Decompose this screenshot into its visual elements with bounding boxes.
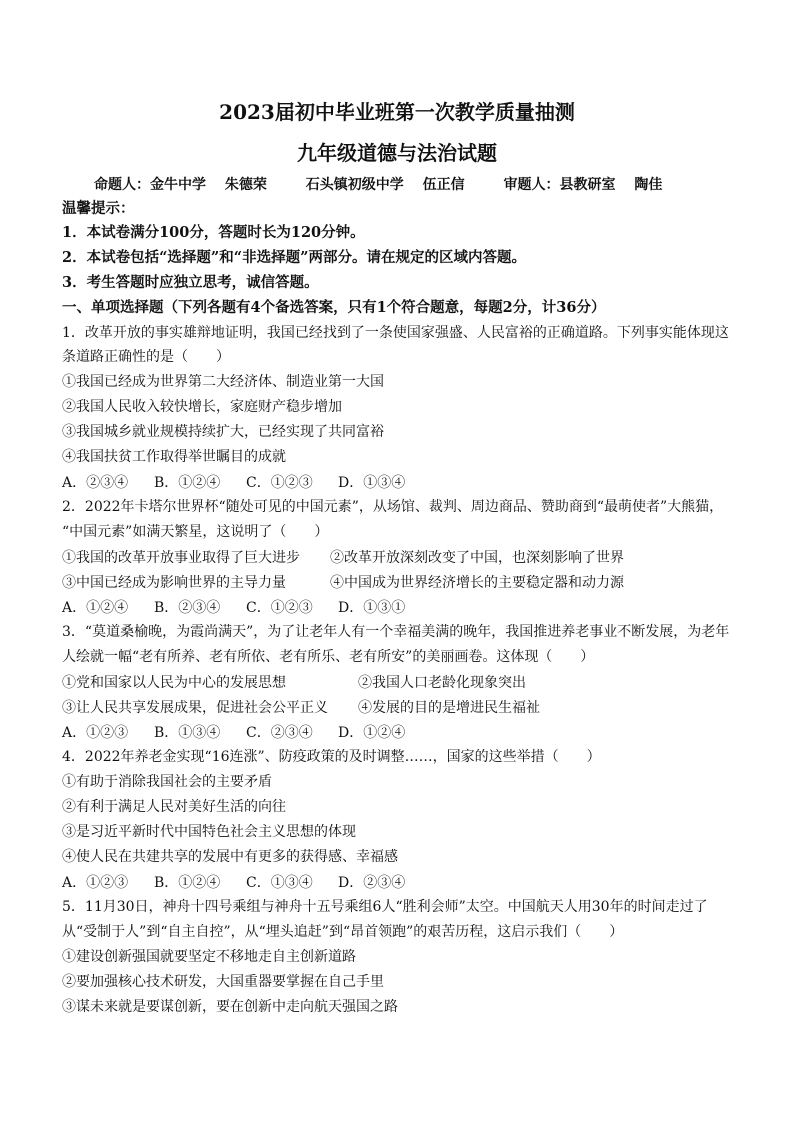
q3-option-c: C．②③④ bbox=[246, 725, 313, 741]
q4-item-1: ①有助于消除我国社会的主要矛盾 bbox=[62, 774, 272, 790]
q3-stem-line2: 人绘就一幅“老有所养、老有所依、老有所乐、老有所安”的美丽画卷。这体现（ ） bbox=[62, 649, 595, 665]
q4-option-a: A．①②③ bbox=[62, 875, 129, 891]
q2-stem-line1: 2．2022年卡塔尔世界杯“随处可见的中国元素”，从场馆、裁判、周边商品、赞助商到“最萌使者”大熊猫， bbox=[62, 499, 724, 515]
q5-item-1: ①建设创新强国就要坚定不移地走自主创新道路 bbox=[62, 949, 356, 965]
q1-item-4: ④我国扶贫工作取得举世瞩目的成就 bbox=[62, 449, 286, 465]
q1-option-d: D．①③④ bbox=[338, 475, 406, 491]
q4-option-b: B．①②④ bbox=[154, 875, 221, 891]
notice-item-1: 1．本试卷满分100分，答题时长为120分钟。 bbox=[62, 224, 365, 241]
reviewer-label: 审题人：县教研室 bbox=[503, 177, 616, 193]
author-name-2: 伍正信 bbox=[422, 177, 465, 193]
exam-subtitle: 九年级道德与法治试题 bbox=[297, 141, 497, 165]
q2-item-4: ④中国成为世界经济增长的主要稳定器和动力源 bbox=[330, 575, 624, 591]
q2-item-2: ②改革开放深刻改变了中国，也深刻影响了世界 bbox=[330, 550, 624, 566]
q1-stem-line1: 1．改革开放的事实雄辩地证明，我国已经找到了一条使国家强盛、人民富裕的正确道路。下列事实能体现这 bbox=[62, 325, 729, 341]
q4-stem-line1: 4．2022年养老金实现“16连涨”、防疫政策的及时调整……，国家的这些举措（ ） bbox=[62, 749, 601, 765]
notice-item-3: 3．考生答题时应独立思考，诚信答题。 bbox=[62, 274, 319, 291]
q4-item-3: ③是习近平新时代中国特色社会主义思想的体现 bbox=[62, 824, 356, 840]
author-label-2: 石头镇初级中学 bbox=[305, 177, 404, 193]
q3-item-1: ①党和国家以人民为中心的发展思想 bbox=[62, 675, 286, 691]
q2-option-a: A．①②④ bbox=[62, 600, 129, 616]
q2-option-c: C．①②③ bbox=[246, 600, 313, 616]
q2-item-1: ①我国的改革开放事业取得了巨大进步 bbox=[62, 550, 300, 566]
q3-option-b: B．①③④ bbox=[154, 725, 221, 741]
q1-option-b: B．①②④ bbox=[154, 475, 221, 491]
q1-option-a: A．②③④ bbox=[62, 475, 129, 491]
q4-option-c: C．①③④ bbox=[246, 875, 313, 891]
q3-option-d: D．①②④ bbox=[338, 725, 406, 741]
exam-title: 2023届初中毕业班第一次教学质量抽测 bbox=[219, 100, 575, 124]
notice-heading: 温馨提示： bbox=[62, 200, 135, 217]
q2-stem-line2: “中国元素”如满天繁星，这说明了（ ） bbox=[62, 524, 329, 540]
section-heading: 一、单项选择题（下列各题有4个备选答案，只有1个符合题意，每题2分，计36分） bbox=[62, 299, 606, 316]
q1-item-2: ②我国人民收入较快增长，家庭财产稳步增加 bbox=[62, 399, 342, 415]
author-label-1: 命题人：金牛中学 bbox=[94, 177, 206, 193]
q3-item-2: ②我国人口老龄化现象突出 bbox=[358, 675, 526, 691]
notice-item-2: 2．本试卷包括“选择题”和“非选择题”两部分。请在规定的区域内答题。 bbox=[62, 249, 526, 266]
q3-item-4: ④发展的目的是增进民生福祉 bbox=[358, 700, 540, 716]
q2-option-b: B．②③④ bbox=[154, 600, 221, 616]
q2-option-d: D．①③① bbox=[338, 600, 406, 616]
q1-item-1: ①我国已经成为世界第二大经济体、制造业第一大国 bbox=[62, 374, 384, 390]
q4-item-2: ②有利于满足人民对美好生活的向往 bbox=[62, 799, 286, 815]
author-name-1: 朱德荣 bbox=[224, 177, 267, 193]
q5-stem-line2: 从“受制于人”到“自主自控”，从“埋头追赶”到“昂首领跑”的艰苦历程，这启示我们（ ） bbox=[62, 924, 624, 940]
q1-item-3: ③我国城乡就业规模持续扩大，已经实现了共同富裕 bbox=[62, 424, 384, 440]
q2-item-3: ③中国已经成为影响世界的主导力量 bbox=[62, 575, 286, 591]
q3-option-a: A．①②③ bbox=[62, 725, 129, 741]
q3-stem-line1: 3．“莫道桑榆晚，为霞尚满天”，为了让老年人有一个幸福美满的晚年，我国推进养老事业不断发展，为老年 bbox=[62, 624, 730, 640]
q5-item-3: ③谋未来就是要谋创新，要在创新中走向航天强国之路 bbox=[62, 999, 398, 1015]
q1-stem-line2: 条道路正确性的是（ ） bbox=[62, 349, 230, 365]
q5-stem-line1: 5．11月30日，神舟十四号乘组与神舟十五号乘组6人“胜利会师”太空。中国航天人用30年的时间走过了 bbox=[62, 899, 708, 915]
reviewer-name: 陶佳 bbox=[634, 177, 663, 193]
q4-item-4: ④使人民在共建共享的发展中有更多的获得感、幸福感 bbox=[62, 849, 398, 865]
authors-line bbox=[94, 174, 676, 194]
q4-option-d: D．②③④ bbox=[338, 875, 406, 891]
q1-option-c: C．①②③ bbox=[246, 475, 313, 491]
q5-item-2: ②要加强核心技术研发，大国重器要掌握在自己手里 bbox=[62, 974, 384, 990]
q3-item-3: ③让人民共享发展成果，促进社会公平正义 bbox=[62, 700, 328, 716]
